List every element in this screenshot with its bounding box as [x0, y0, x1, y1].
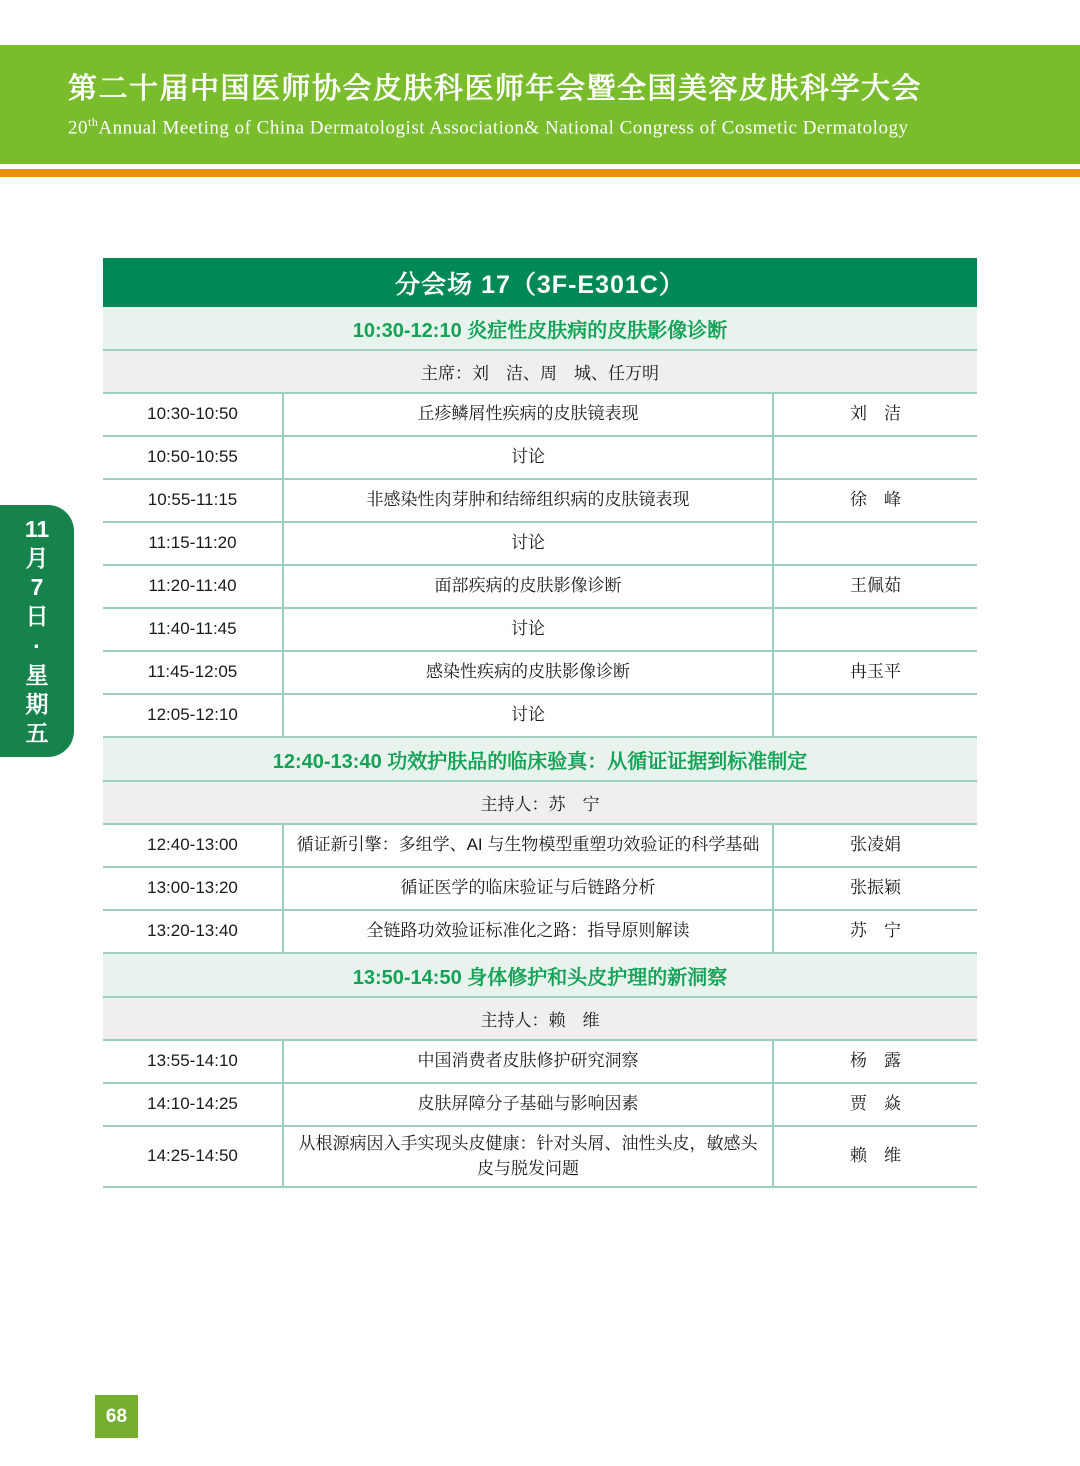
subtitle-number: 20	[68, 117, 88, 139]
talk-time-cell: 11:45-12:05	[103, 652, 284, 693]
talk-topic-cell: 从根源病因入手实现头皮健康：针对头屑、油性头皮，敏感头皮与脱发问题	[284, 1127, 774, 1186]
session-chair: 主席：刘 洁、周 城、任万明	[103, 351, 977, 394]
orange-divider	[0, 169, 1080, 177]
talk-row	[103, 825, 977, 868]
talk-time-cell: 14:25-14:50	[103, 1127, 284, 1186]
talk-speaker-cell: 贾 焱	[850, 1094, 901, 1114]
talk-time-cell: 10:50-10:55	[103, 437, 284, 478]
talk-topic-cell: 循证新引擎：多组学、AI 与生物模型重塑功效验证的科学基础	[284, 825, 774, 866]
page-number-badge: 68	[95, 1395, 138, 1438]
conference-title: 第二十届中国医师协会皮肤科医师年会暨全国美容皮肤科学大会	[68, 73, 923, 105]
talk-topic-cell: 皮肤屏障分子基础与影响因素	[284, 1084, 774, 1125]
talk-speaker-cell: 刘 洁	[850, 404, 901, 424]
talk-topic-cell: 讨论	[284, 523, 774, 564]
session-chair: 主持人：赖 维	[103, 998, 977, 1041]
talk-row	[103, 695, 977, 738]
talk-time-cell: 13:55-14:10	[103, 1041, 284, 1082]
date-tab-char: 五	[25, 719, 49, 746]
talk-time-cell: 14:10-14:25	[103, 1084, 284, 1125]
talk-time-cell: 11:40-11:45	[103, 609, 284, 650]
talk-time-cell: 10:30-10:50	[103, 394, 284, 435]
talk-row	[103, 652, 977, 695]
talk-speaker-cell: 苏 宁	[850, 921, 901, 941]
session-title: 10:30-12:10 炎症性皮肤病的皮肤影像诊断	[103, 307, 977, 351]
talk-topic-cell: 循证医学的临床验证与后链路分析	[284, 868, 774, 909]
talk-row	[103, 437, 977, 480]
session-title: 12:40-13:40 功效护肤品的临床验真：从循证证据到标准制定	[103, 738, 977, 782]
date-tab	[0, 505, 74, 757]
date-tab-label	[25, 517, 49, 745]
date-tab-char: 7	[30, 574, 44, 601]
subtitle-text: Annual Meeting of China Dermatologist Association& National Congress of Cosmetic Dermatology	[98, 117, 909, 139]
talk-topic-cell: 讨论	[284, 437, 774, 478]
talk-topic-cell: 感染性疾病的皮肤影像诊断	[284, 652, 774, 693]
talk-speaker-cell	[774, 523, 977, 564]
talk-speaker-cell: 王佩茹	[850, 576, 901, 596]
schedule-table	[103, 258, 977, 1188]
talk-row	[103, 480, 977, 523]
talk-speaker-cell	[774, 609, 977, 650]
talk-row	[103, 1041, 977, 1084]
talk-row	[103, 911, 977, 954]
talk-topic-cell: 中国消费者皮肤修护研究洞察	[284, 1041, 774, 1082]
talk-topic-cell: 全链路功效验证标准化之路：指导原则解读	[284, 911, 774, 952]
talk-row	[103, 394, 977, 437]
talk-row	[103, 1084, 977, 1127]
talk-time-cell: 11:20-11:40	[103, 566, 284, 607]
session-title: 13:50-14:50 身体修护和头皮护理的新洞察	[103, 954, 977, 998]
date-tab-char: 11	[24, 515, 50, 542]
date-tab-char: 日	[25, 603, 49, 630]
date-tab-char: 期	[25, 690, 49, 717]
talk-time-cell: 12:05-12:10	[103, 695, 284, 736]
date-tab-char: 月	[25, 545, 49, 572]
subtitle-ordinal: th	[88, 115, 99, 129]
talk-speaker-cell: 张振颖	[850, 878, 901, 898]
talk-speaker-cell: 张凌娟	[850, 835, 901, 855]
talk-speaker-cell: 杨 露	[850, 1051, 901, 1071]
talk-row	[103, 523, 977, 566]
conference-subtitle	[68, 115, 1080, 139]
talk-row	[103, 1127, 977, 1188]
talk-topic-cell: 讨论	[284, 695, 774, 736]
talk-topic-cell: 非感染性肉芽肿和结缔组织病的皮肤镜表现	[284, 480, 774, 521]
talk-speaker-cell: 赖 维	[850, 1146, 901, 1166]
talk-time-cell: 11:15-11:20	[103, 523, 284, 564]
talk-speaker-cell	[774, 437, 977, 478]
talk-row	[103, 609, 977, 652]
date-tab-char: 星	[25, 661, 49, 688]
talk-time-cell: 13:20-13:40	[103, 911, 284, 952]
talk-speaker-cell: 冉玉平	[850, 662, 901, 682]
talk-topic-cell: 丘疹鳞屑性疾病的皮肤镜表现	[284, 394, 774, 435]
session-chair: 主持人：苏 宁	[103, 782, 977, 825]
talk-time-cell: 13:00-13:20	[103, 868, 284, 909]
conference-banner	[0, 45, 1080, 164]
talk-row	[103, 868, 977, 911]
talk-time-cell: 10:55-11:15	[103, 480, 284, 521]
venue-header: 分会场 17（3F-E301C）	[103, 258, 977, 307]
talk-topic-cell: 面部疾病的皮肤影像诊断	[284, 566, 774, 607]
date-tab-char: ·	[33, 632, 41, 659]
talk-speaker-cell: 徐 峰	[850, 490, 901, 510]
talk-topic-cell: 讨论	[284, 609, 774, 650]
talk-time-cell: 12:40-13:00	[103, 825, 284, 866]
talk-speaker-cell	[774, 695, 977, 736]
talk-row	[103, 566, 977, 609]
